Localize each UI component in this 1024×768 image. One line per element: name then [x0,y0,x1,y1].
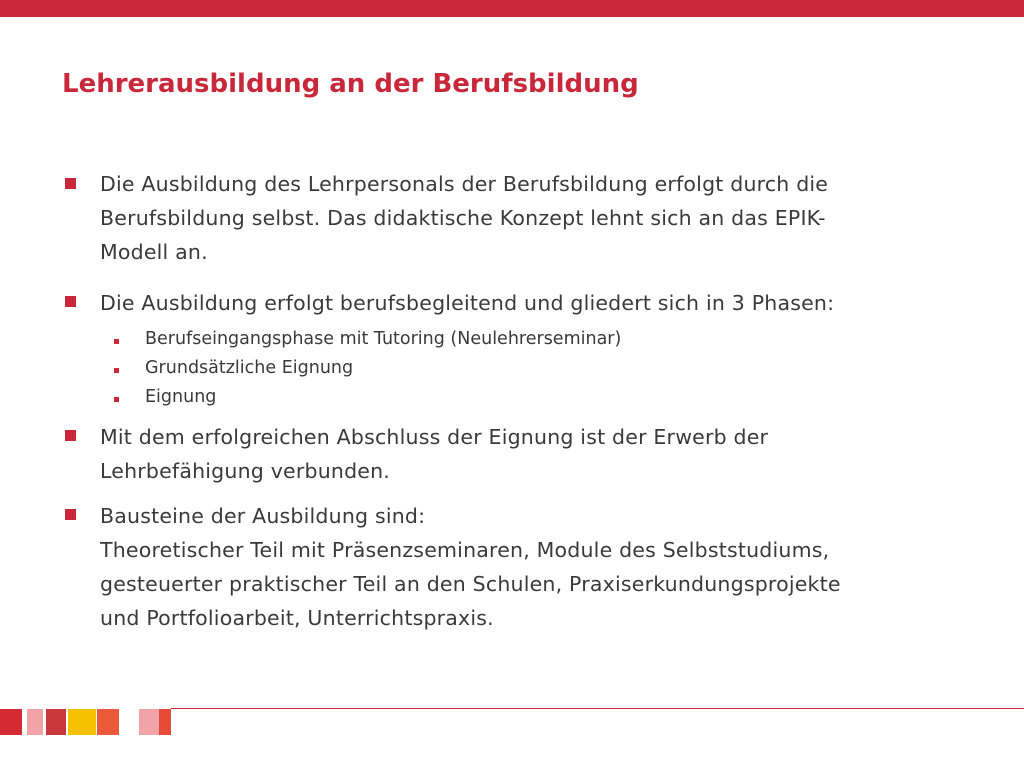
footer-rule [171,708,1024,709]
bullet-text: Mit dem erfolgreichen Abschluss der Eignung ist der Erwerb der Lehrbefähigung verbunden. [100,425,769,483]
square-bullet-icon [65,178,76,189]
small-square-bullet-icon [114,339,119,344]
small-square-bullet-icon [114,397,119,402]
slide-title: Lehrerausbildung an der Berufsbildung [62,69,639,99]
square-bullet-icon [65,430,76,441]
color-stripe [27,709,43,735]
color-stripe [46,709,66,735]
color-stripe [0,709,22,735]
sub-bullet-text: Grundsätzliche Eignung [145,358,354,378]
sub-bullet-text: Berufseingangsphase mit Tutoring (Neulehrerseminar) [145,329,622,349]
bullet-text: Die Ausbildung erfolgt berufsbegleitend und gliedert sich in 3 Phasen: [100,291,835,315]
color-stripe [97,709,119,735]
square-bullet-icon [65,509,76,520]
bullet-text: Bausteine der Ausbildung sind: Theoretischer Teil mit Präsenzseminaren, Module des Selbststudiums, gesteuerter praktischer Teil an den Schulen, Praxiserkundungsprojekte und Portfolioarbeit, Unterrichtspraxis. [100,504,841,630]
footer-color-stripes [0,709,171,735]
square-bullet-icon [65,296,76,307]
small-square-bullet-icon [114,368,119,373]
color-stripe [159,709,171,735]
sub-bullet-text: Eignung [145,387,217,407]
bullet-text: Die Ausbildung des Lehrpersonals der Berufsbildung erfolgt durch die Berufsbildung selbst. Das didaktische Konzept lehnt sich an das EPIK- Modell an. [100,172,829,264]
color-stripe [68,709,96,735]
color-stripe [139,709,159,735]
top-accent-bar [0,0,1024,17]
